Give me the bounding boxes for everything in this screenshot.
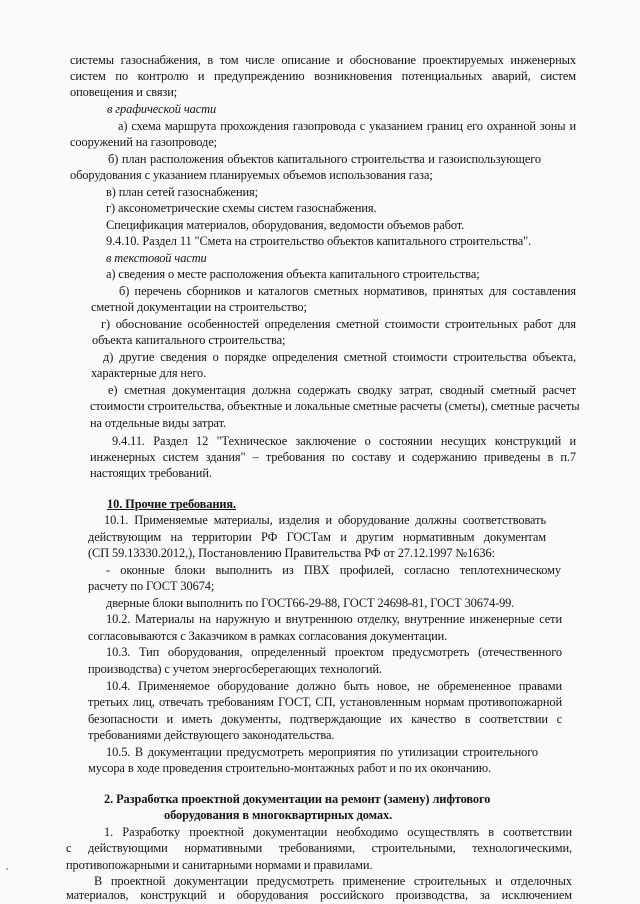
text-line: а) сведения о месте расположения объекта капитального строительства; [106, 267, 480, 281]
text-line: е) сметная документация должна содержать сводку затрат, сводный сметный расчет [108, 383, 576, 397]
text-line: на отдельные виды затрат. [90, 416, 227, 430]
text-line: производства) с учетом энергосберегающих технологий. [88, 662, 382, 676]
text-line: дверные блоки выполнить по ГОСТ66-29-88, ГОСТ 24698-81, ГОСТ 30674-99. [106, 596, 515, 610]
text-line: оборудования с указанием планируемых объемов использования газа; [70, 168, 433, 182]
section-subheading: в графической части [107, 102, 217, 116]
text-line: системы газоснабжения, в том числе описание и обоснование проектируемых инженерных [70, 53, 576, 67]
text-line: Спецификация материалов, оборудования, ведомости объемов работ. [106, 218, 465, 232]
text-line: б) план расположения объектов капитального строительства и газоиспользующего [108, 152, 541, 166]
section-heading: оборудования в многоквартирных домах. [164, 808, 393, 822]
text-line: 10.5. В документации предусмотреть мероприятия по утилизации строительного [106, 745, 538, 759]
scan-speck [6, 868, 8, 870]
text-line: сметной документации на строительство; [91, 300, 307, 314]
text-line: мусора в ходе проведения строительно-монтажных работ и по их окончанию. [88, 761, 492, 775]
text-line: а) схема маршрута прохождения газопровода с указанием границ его охранной зоны и [118, 119, 576, 133]
text-line: требованиями действующего законодательства. [88, 728, 335, 742]
text-line: объекта капитального строительства; [92, 333, 286, 347]
text-line: расчету по ГОСТ 30674; [88, 579, 215, 593]
text-line: д) другие сведения о порядке определения сметной стоимости строительства объекта, [103, 350, 576, 364]
section-heading: 10. Прочие требования. [107, 497, 237, 511]
section-heading: 9.4.10. Раздел 11 "Смета на строительство объектов капитального строительства". [106, 234, 532, 248]
text-line: безопасности и иметь документы, подтверждающие их качество в соответствии с [88, 712, 562, 726]
text-line: оповещения и связи; [70, 85, 178, 99]
text-line: сооружений на газопроводе; [70, 135, 217, 149]
text-line: б) перечень сборников и каталогов сметных нормативов, принятых для составления [119, 284, 576, 298]
text-line: (СП 59.13330.2012,), Постановлению Правительства РФ от 27.12.1997 №1636: [88, 546, 495, 560]
text-line: 1. Разработку проектной документации необходимо осуществлять в соответствии [104, 825, 572, 839]
text-line: настоящих требований. [90, 466, 212, 480]
text-line: 10.1. Применяемые материалы, изделия и оборудование должны соответствовать [104, 513, 546, 527]
text-line: инженерных систем здания" – требования по составу и содержанию приведены в п.7 [90, 450, 576, 464]
text-line: действующим на территории РФ ГОСТам и другим нормативным документам [88, 530, 546, 544]
text-line: г) обоснование особенностей определения сметной стоимости строительных работ для [101, 317, 576, 331]
text-line: стоимости строительства, объектные и локальные сметные расчеты (сметы), сметные расчеты [90, 399, 580, 413]
text-line: 10.4. Применяемое оборудование должно быть новое, не обремененное правами [106, 679, 562, 693]
text-line: в) план сетей газоснабжения; [106, 185, 258, 199]
text-line: систем по контролю и предупреждению возникновения потенциальных аварий, систем [70, 69, 576, 83]
text-line: материалов, конструкций и оборудования российского производства, за исключением [66, 888, 572, 902]
text-line: с действующими нормативными требованиями, строительными, технологическими, [66, 841, 572, 855]
text-line: 10.2. Материалы на наружную и внутреннюю отделку, внутренние инженерные сети [106, 612, 562, 626]
text-line: 10.3. Тип оборудования, определенный проектом предусмотреть (отечественного [106, 645, 562, 659]
section-heading: 9.4.11. Раздел 12 "Техническое заключение о состоянии несущих конструкций и [112, 434, 576, 448]
text-line: согласовываются с Заказчиком в рамках согласования документации. [88, 629, 448, 643]
text-line: В проектной документации предусмотреть применение строительных и отделочных [94, 874, 572, 888]
text-line: характерные для него. [91, 366, 207, 380]
section-subheading: в текстовой части [106, 251, 207, 265]
list-item: - оконные блоки выполнить из ПВХ профилей, согласно теплотехническому [106, 563, 561, 577]
text-line: г) аксонометрические схемы систем газоснабжения. [106, 201, 377, 215]
section-heading: 2. Разработка проектной документации на ремонт (замену) лифтового [104, 792, 491, 806]
text-line: третьих лиц, отвечать требованиям ГОСТ, СП, установленным нормам противопожарной [88, 695, 562, 709]
text-line: противопожарными и санитарными нормами и правилами. [66, 858, 373, 872]
